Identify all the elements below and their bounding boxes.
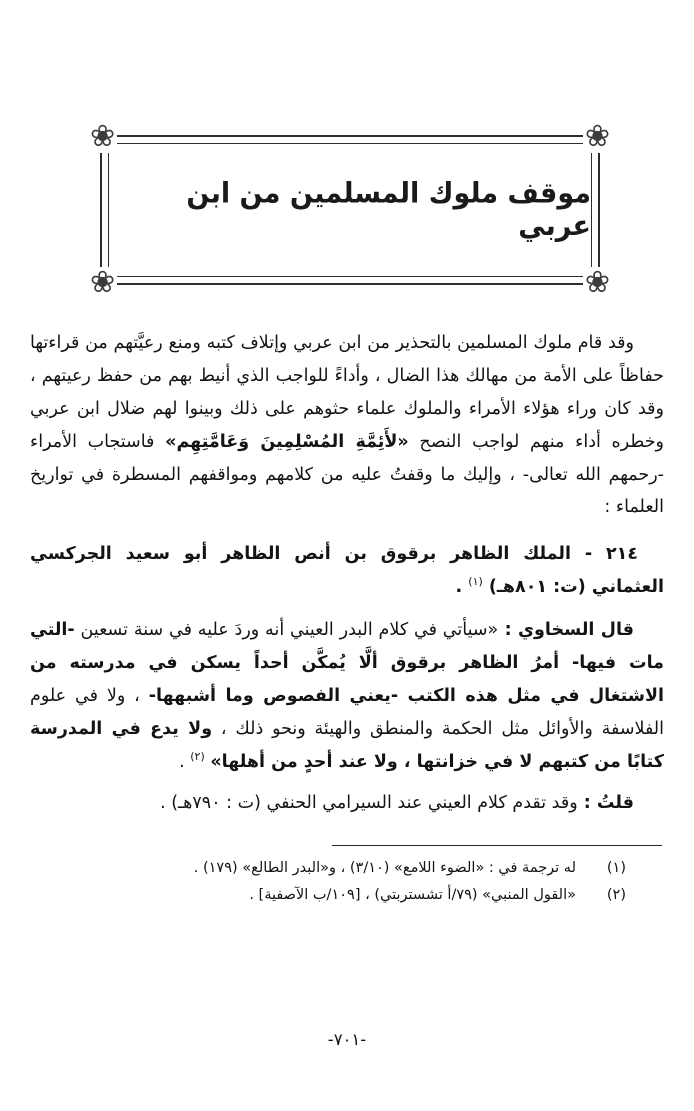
footnote-ref-1: (١) <box>468 575 483 589</box>
paragraph-intro <box>30 327 664 524</box>
rose-ornament-bottom-left-icon: ❀ <box>90 265 116 300</box>
entry-number: ٢١٤ - <box>570 544 638 565</box>
footnote-ref-2: (٢) <box>190 749 205 763</box>
sakhawi-text-2: ، ولا في علوم الفلاسفة والأوائل مثل الحكمة والمنطق والهيئة ونحو ذلك ، <box>30 685 664 739</box>
page-number: -٧٠١- <box>327 1030 367 1049</box>
entry-tail: . <box>455 577 463 598</box>
sakhawi-bold-1: -التي مات فيها- أمرُ الظاهر برقوق ألَّا يُمكَّن أحداً يسكن في مدرسته من الاشتغال في مثل هذه الكتب -يعني الفصوص وما أشبهها- <box>30 620 664 706</box>
sakhawi-lead: قال السخاوي : <box>498 620 635 641</box>
body-text <box>30 327 664 819</box>
entry-name: الملك الظاهر برقوق بن أنص الظاهر أبو سعيد الجركسي العثماني (ت: ٨٠١هـ) <box>30 544 664 598</box>
author-comment-text: وقد تقدم كلام العيني عند السيرامي الحنفي (ت : ٧٩٠هـ) . <box>160 792 578 813</box>
sakhawi-text-1: «سيأتي في كلام البدر العيني أنه وردَ عليه في سنة تسعين <box>74 620 499 641</box>
paragraph-sakhawi-quote <box>30 614 664 778</box>
title-frame-inner <box>108 143 592 277</box>
title-frame <box>90 119 610 300</box>
intro-text-2: فاستجاب الأمراء -رحمهم الله تعالى- ، وإليك ما وقفتُ عليه من كلامهم ومواقفهم المسطرة في تواريخ العلماء : <box>30 431 664 518</box>
entry-214-heading <box>30 538 664 604</box>
author-comment-lead: قلتُ : <box>577 792 634 813</box>
intro-text-1: وقد قام ملوك المسلمين بالتحذير من ابن عربي وإتلاف كتبه ومنع رعيَّتهم من قراءتها حفاظاً على الأمة من مهالك هذا الضال ، وأداءً للواجب الذي أنيط بهم من حفظ رعيتهم ، وقد كان وراء هؤلاء الأمراء والملوك علماء حثوهم على ذلك وبينوا لهم ضلال ابن عربي وخطره أداء منهم لواجب النصح <box>30 333 664 452</box>
paragraph-author-comment <box>30 787 664 820</box>
footnote-separator <box>332 845 662 846</box>
page-title: موقف ملوك المسلمين من ابن عربي <box>186 177 591 243</box>
rose-ornament-top-right-icon: ❀ <box>584 119 610 154</box>
footnote-1-marker: (١) <box>606 860 626 877</box>
rose-ornament-top-left-icon: ❀ <box>90 119 116 154</box>
rose-ornament-bottom-right-icon: ❀ <box>584 265 610 300</box>
footnotes-section <box>30 845 664 907</box>
footnote-2-text: «القول المنبي» (٧٩/أ تشستربتي) ، [١٠٩/ب الآصفية] . <box>249 886 576 903</box>
sakhawi-tail: . <box>179 751 185 772</box>
sakhawi-bold-2: ولا يدع في المدرسة كتابًا من كتبهم لا في خزانتها ، ولا عند أحدٍ من أهلها» <box>30 718 664 772</box>
footnote-1-text: له ترجمة في : «الضوء اللامع» (٣/١٠) ، و«البدر الطالع» (١٧٩) . <box>193 860 576 877</box>
intro-quoted-phrase: «لأَئِمَّةِ المُسْلِمِينَ وَعَامَّتِهِم» <box>165 431 409 452</box>
footnote-1 <box>30 855 662 881</box>
footnote-2 <box>30 882 662 908</box>
footnote-2-marker: (٢) <box>606 886 626 903</box>
